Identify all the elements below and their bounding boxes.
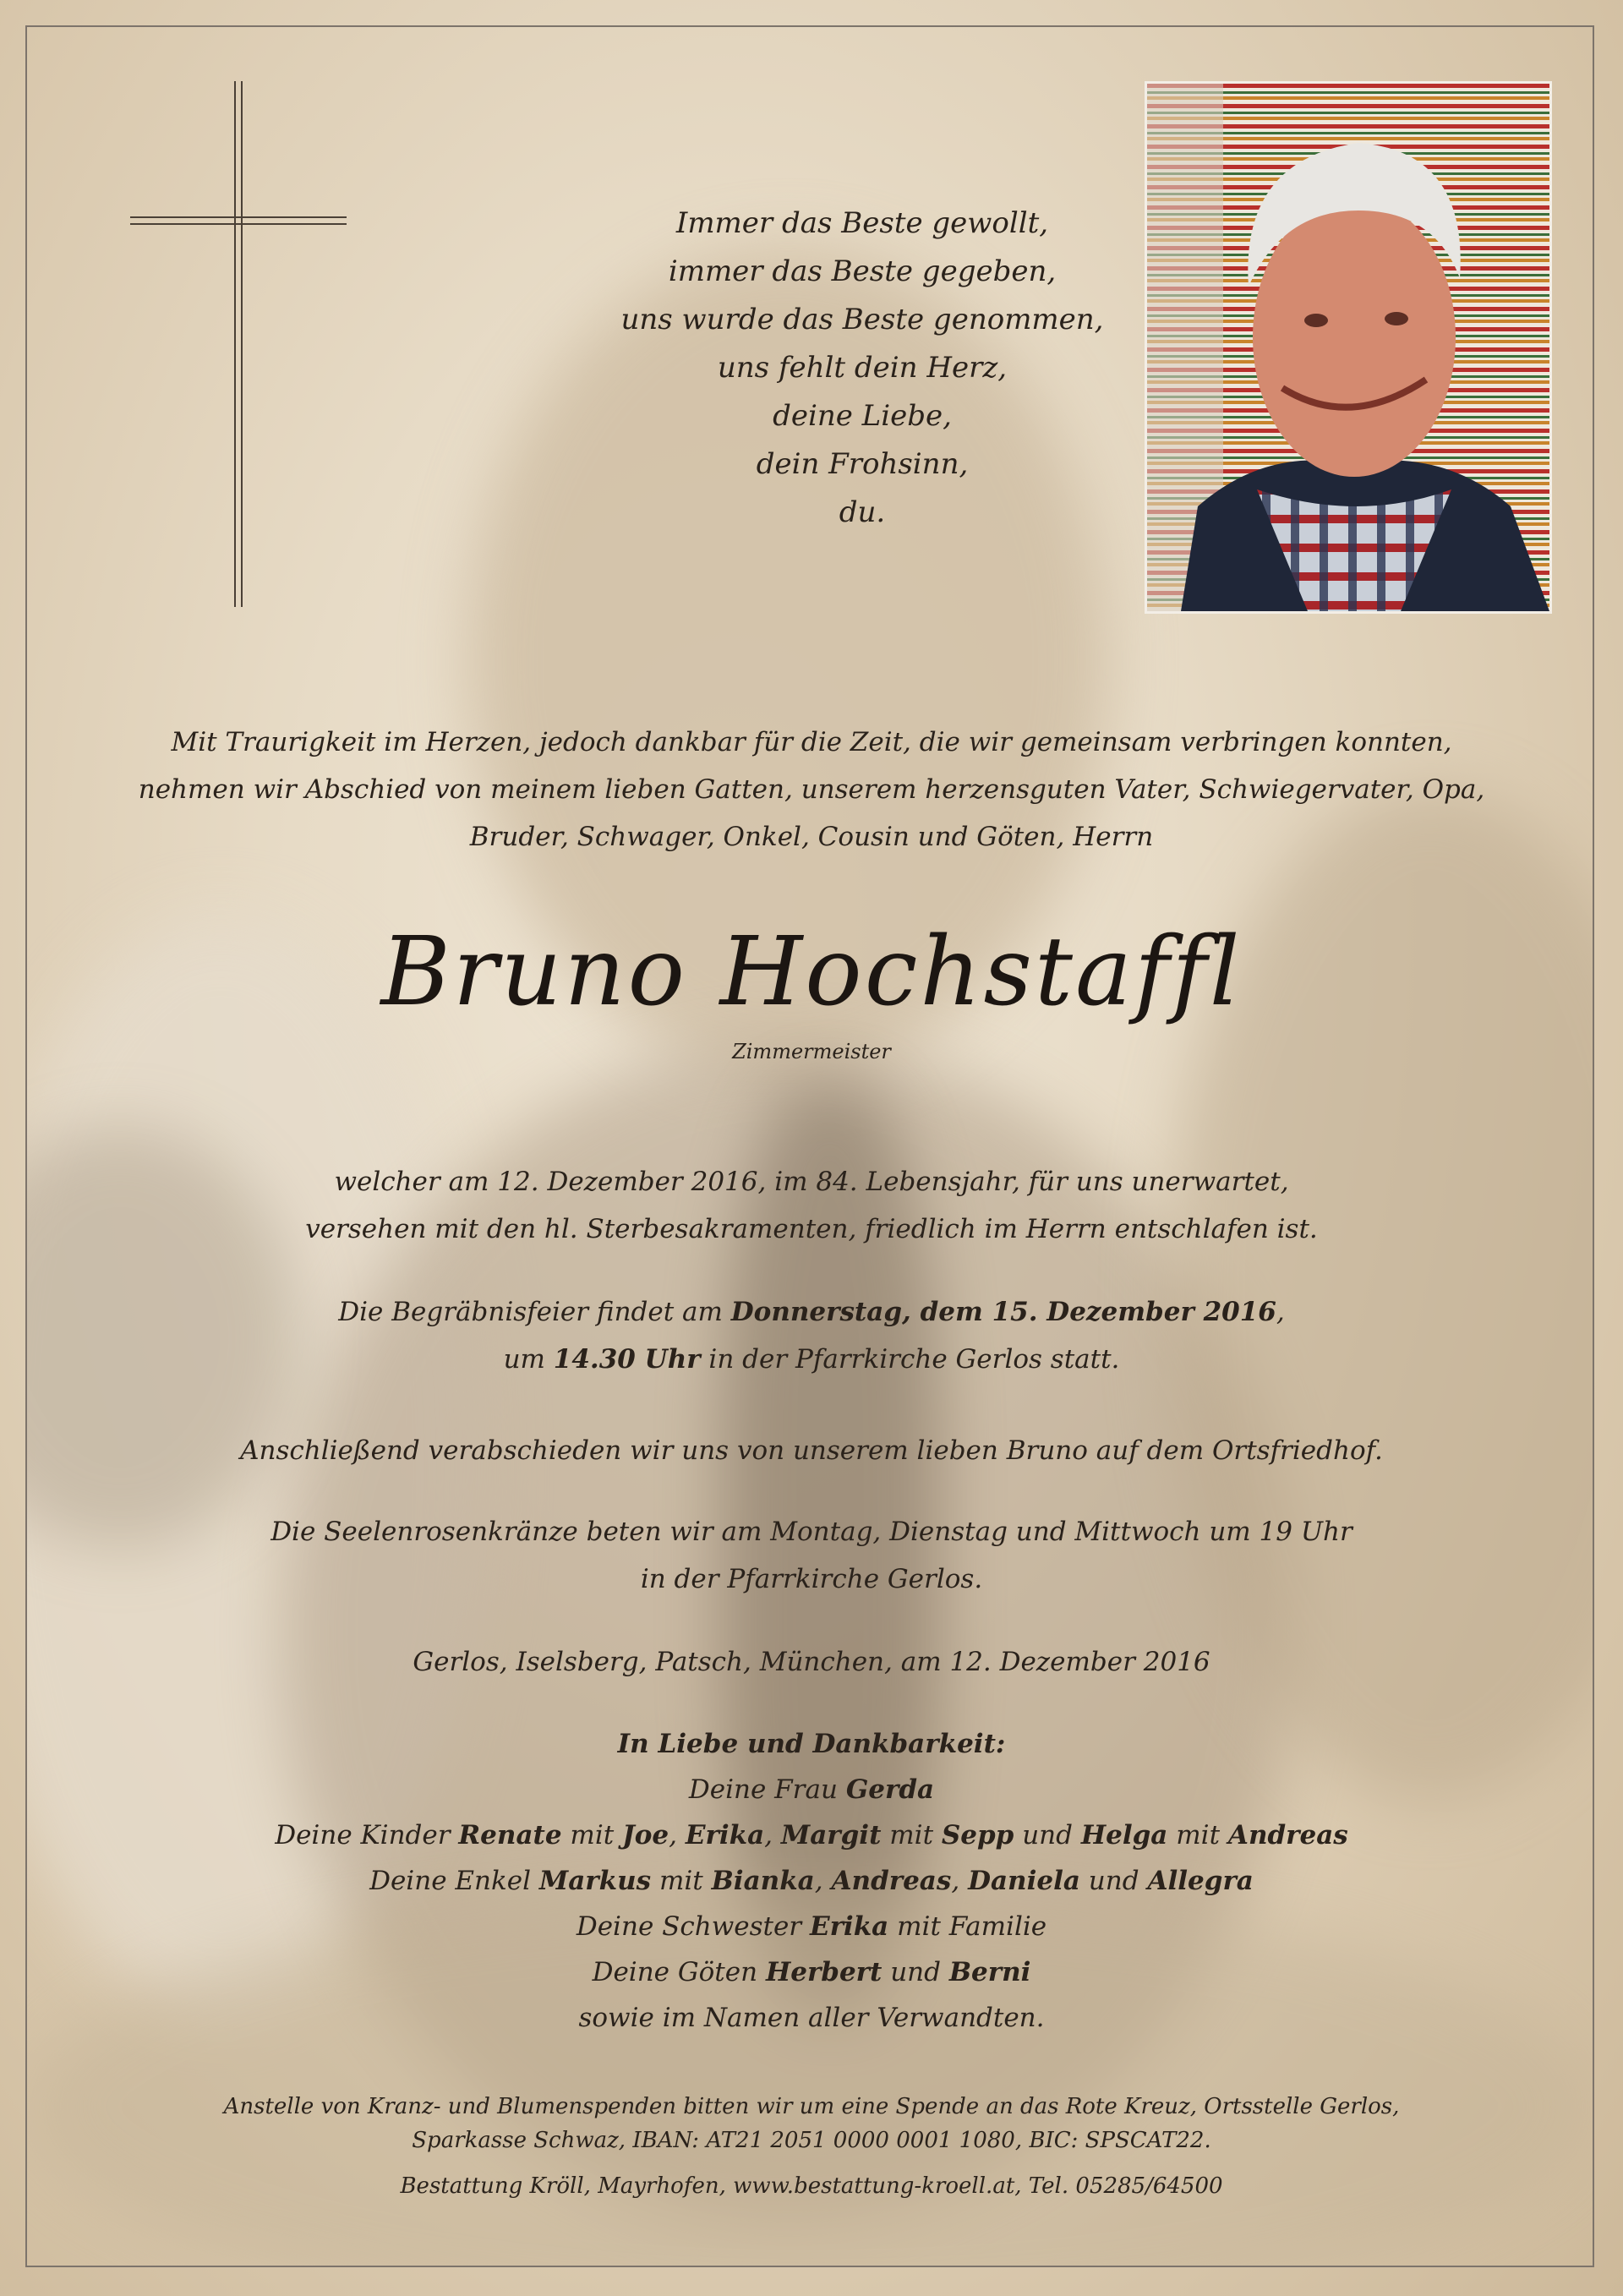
mourner-line-grandchildren: Deine Enkel Markus mit Bianka, Andreas, Daniela und Allegra: [369, 1866, 1254, 1896]
intro-line: Bruder, Schwager, Onkel, Cousin und Göten, Herrn: [469, 822, 1154, 852]
donation-line: Sparkasse Schwaz, IBAN: AT21 2051 0000 0001 1080, BIC: SPSCAT22.: [412, 2128, 1211, 2153]
mourner-line-wife: Deine Frau Gerda: [688, 1774, 935, 1805]
poem-line: uns wurde das Beste genommen,: [620, 303, 1104, 336]
poem-line: deine Liebe,: [773, 399, 952, 433]
donation-line: Anstelle von Kranz- und Blumenspenden bitten wir um eine Spende an das Rote Kreuz, Ortsstelle Gerlos,: [223, 2094, 1400, 2119]
funeral-text: [203, 1288, 1420, 1383]
mourner-line-relatives: sowie im Namen aller Verwandten.: [578, 2003, 1045, 2033]
intro-text: [118, 719, 1505, 861]
deceased-name: Bruno Hochstaffl: [380, 917, 1243, 1027]
mourners: [135, 1721, 1488, 2041]
death-line: welcher am 12. Dezember 2016, im 84. Lebensjahr, für uns unerwartet,: [334, 1167, 1289, 1197]
funeral-time: 14.30 Uhr: [553, 1344, 701, 1375]
poem-line: uns fehlt dein Herz,: [717, 351, 1008, 385]
rosary-text: [169, 1508, 1454, 1603]
rosary-line: Die Seelenrosenkränze beten wir am Montag, Dienstag und Mittwoch um 19 Uhr: [270, 1517, 1352, 1547]
poem-line: Immer das Beste gewollt,: [675, 206, 1049, 240]
funeral-line: um 14.30 Uhr in der Pfarrkirche Gerlos statt.: [503, 1344, 1120, 1375]
mourner-line-godchildren: Deine Göten Herbert und Berni: [592, 1957, 1031, 1987]
rosary-line: in der Pfarrkirche Gerlos.: [640, 1564, 983, 1594]
intro-line: Mit Traurigkeit im Herzen, jedoch dankbar für die Zeit, die wir gemeinsam verbringen konnten,: [171, 727, 1452, 757]
poem-line: immer das Beste gegeben,: [668, 254, 1057, 288]
donation-text: [101, 2090, 1522, 2157]
mourners-heading: In Liebe und Dankbarkeit:: [617, 1729, 1006, 1759]
mourner-line-children: Deine Kinder Renate mit Joe, Erika, Margit mit Sepp und Helga mit Andreas: [275, 1820, 1348, 1850]
funeral-date: Donnerstag, dem 15. Dezember 2016: [730, 1297, 1276, 1327]
deceased-profession: Zimmermeister: [732, 1040, 891, 1063]
poem-line: dein Frohsinn,: [756, 447, 969, 481]
death-text: [203, 1158, 1420, 1253]
poem: [482, 200, 1243, 537]
poem-line: du.: [839, 495, 886, 529]
undertaker-info: Bestattung Kröll, Mayrhofen, www.bestattung-kroell.at, Tel. 05285/64500: [400, 2173, 1223, 2199]
mourner-line-sister: Deine Schwester Erika mit Familie: [576, 1911, 1047, 1942]
intro-line: nehmen wir Abschied von meinem lieben Gatten, unserem herzensguten Vater, Schwiegervater, Opa,: [138, 774, 1485, 805]
death-line: versehen mit den hl. Sterbesakramenten, friedlich im Herrn entschlafen ist.: [305, 1214, 1318, 1244]
place-date: Gerlos, Iselsberg, Patsch, München, am 12. Dezember 2016: [413, 1647, 1210, 1677]
burial-text: Anschließend verabschieden wir uns von unserem lieben Bruno auf dem Ortsfriedhof.: [240, 1435, 1383, 1466]
funeral-line: Die Begräbnisfeier findet am Donnerstag, dem 15. Dezember 2016,: [338, 1297, 1285, 1327]
